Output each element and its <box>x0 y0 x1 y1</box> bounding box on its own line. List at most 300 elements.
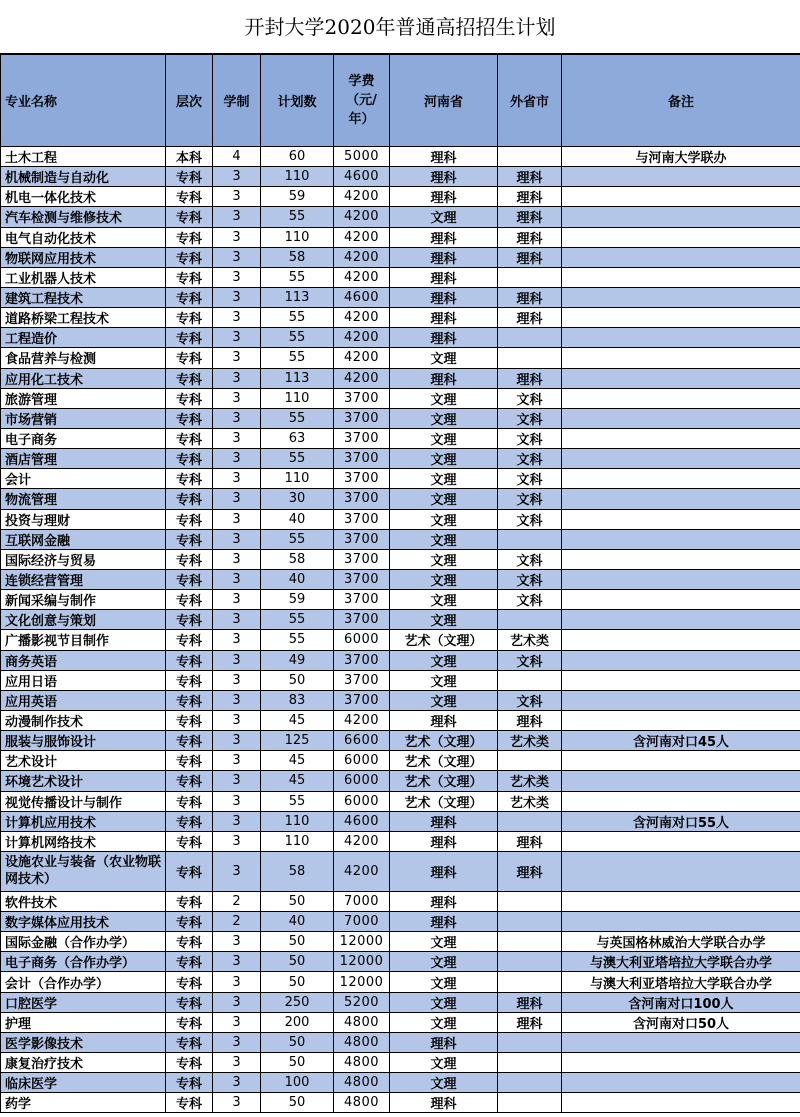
duration-cell: 2 <box>213 912 261 932</box>
table-row <box>1 912 800 932</box>
quota-cell: 50 <box>261 932 334 952</box>
major-name-cell: 康复治疗技术 <box>1 1053 166 1073</box>
other-province-cell: 文科 <box>498 449 562 469</box>
table-row <box>1 388 800 408</box>
tuition-cell: 4800 <box>334 1073 390 1093</box>
level-cell: 专科 <box>166 167 213 187</box>
major-name-cell: 服装与服饰设计 <box>1 731 166 751</box>
tuition-cell: 4600 <box>334 811 390 831</box>
table-row <box>1 771 800 791</box>
quota-cell: 55 <box>261 449 334 469</box>
other-province-cell: 理科 <box>498 207 562 227</box>
major-name-cell: 药学 <box>1 1093 166 1113</box>
quota-cell: 110 <box>261 388 334 408</box>
other-province-cell <box>498 1093 562 1113</box>
quota-cell: 113 <box>261 368 334 388</box>
duration-cell: 3 <box>213 952 261 972</box>
quota-cell: 55 <box>261 630 334 650</box>
other-province-cell <box>498 670 562 690</box>
enrollment-plan-table <box>0 54 800 1113</box>
henan-cell: 艺术（文理） <box>390 630 498 650</box>
major-name-cell: 酒店管理 <box>1 449 166 469</box>
level-cell: 专科 <box>166 992 213 1012</box>
other-province-cell <box>498 1053 562 1073</box>
major-name-cell: 市场营销 <box>1 408 166 428</box>
remark-cell <box>562 207 800 227</box>
other-province-cell: 理科 <box>498 368 562 388</box>
duration-cell: 3 <box>213 831 261 851</box>
other-province-cell: 理科 <box>498 187 562 207</box>
major-name-cell: 工程造价 <box>1 328 166 348</box>
quota-cell: 55 <box>261 207 334 227</box>
other-province-cell: 文科 <box>498 489 562 509</box>
major-name-cell: 物联网应用技术 <box>1 247 166 267</box>
tuition-cell: 4200 <box>334 308 390 328</box>
other-province-cell <box>498 348 562 368</box>
level-cell: 专科 <box>166 449 213 469</box>
table-row <box>1 368 800 388</box>
table-row <box>1 992 800 1012</box>
remark-cell <box>562 348 800 368</box>
major-name-cell: 旅游管理 <box>1 388 166 408</box>
other-province-cell: 文科 <box>498 590 562 610</box>
tuition-cell: 3700 <box>334 569 390 589</box>
quota-cell: 125 <box>261 731 334 751</box>
table-row <box>1 650 800 670</box>
other-province-cell: 文科 <box>498 408 562 428</box>
other-province-cell <box>498 972 562 992</box>
quota-cell: 110 <box>261 831 334 851</box>
major-name-cell: 土木工程 <box>1 147 166 167</box>
table-row <box>1 1012 800 1032</box>
remark-cell <box>562 489 800 509</box>
tuition-cell: 5200 <box>334 992 390 1012</box>
quota-cell: 63 <box>261 428 334 448</box>
major-name-cell: 会计 <box>1 469 166 489</box>
henan-cell: 理科 <box>390 368 498 388</box>
level-cell: 专科 <box>166 811 213 831</box>
quota-cell: 58 <box>261 851 334 891</box>
duration-cell: 3 <box>213 529 261 549</box>
table-row <box>1 227 800 247</box>
other-province-cell <box>498 891 562 911</box>
tuition-cell: 3700 <box>334 388 390 408</box>
tuition-cell: 4800 <box>334 1032 390 1052</box>
quota-cell: 45 <box>261 710 334 730</box>
level-cell: 专科 <box>166 972 213 992</box>
quota-cell: 55 <box>261 308 334 328</box>
henan-cell: 理科 <box>390 227 498 247</box>
henan-cell: 文理 <box>390 1053 498 1073</box>
other-province-cell: 理科 <box>498 287 562 307</box>
henan-cell: 文理 <box>390 469 498 489</box>
remark-cell: 与澳大利亚塔培拉大学联合办学 <box>562 952 800 972</box>
major-name-cell: 工业机器人技术 <box>1 267 166 287</box>
level-cell: 专科 <box>166 650 213 670</box>
level-cell: 专科 <box>166 610 213 630</box>
table-row <box>1 731 800 751</box>
other-province-cell: 理科 <box>498 308 562 328</box>
table-row <box>1 207 800 227</box>
level-cell: 专科 <box>166 831 213 851</box>
level-cell: 专科 <box>166 388 213 408</box>
quota-cell: 49 <box>261 650 334 670</box>
remark-cell <box>562 590 800 610</box>
other-province-cell: 艺术类 <box>498 791 562 811</box>
major-name-cell: 机械制造与自动化 <box>1 167 166 187</box>
other-province-cell: 理科 <box>498 831 562 851</box>
duration-cell: 3 <box>213 650 261 670</box>
level-cell: 专科 <box>166 509 213 529</box>
table-row <box>1 811 800 831</box>
henan-cell: 理科 <box>390 912 498 932</box>
major-name-cell: 连锁经营管理 <box>1 569 166 589</box>
page-title: 开封大学2020年普通高招招生计划 <box>0 0 800 54</box>
other-province-cell: 文科 <box>498 388 562 408</box>
level-cell: 专科 <box>166 287 213 307</box>
duration-cell: 3 <box>213 1093 261 1113</box>
table-row <box>1 348 800 368</box>
henan-cell: 文理 <box>390 590 498 610</box>
other-province-cell: 理科 <box>498 247 562 267</box>
tuition-cell: 7000 <box>334 912 390 932</box>
duration-cell: 3 <box>213 187 261 207</box>
duration-cell: 3 <box>213 388 261 408</box>
henan-cell: 理科 <box>390 267 498 287</box>
quota-cell: 40 <box>261 912 334 932</box>
level-cell: 专科 <box>166 1053 213 1073</box>
major-name-cell: 商务英语 <box>1 650 166 670</box>
henan-cell: 艺术（文理） <box>390 771 498 791</box>
table-row <box>1 469 800 489</box>
col-header-quota: 计划数 <box>261 55 334 147</box>
henan-cell: 文理 <box>390 690 498 710</box>
table-row <box>1 791 800 811</box>
other-province-cell: 文科 <box>498 469 562 489</box>
tuition-cell: 4200 <box>334 187 390 207</box>
quota-cell: 200 <box>261 1012 334 1032</box>
quota-cell: 50 <box>261 670 334 690</box>
table-row <box>1 630 800 650</box>
remark-cell <box>562 167 800 187</box>
level-cell: 专科 <box>166 408 213 428</box>
table-row <box>1 710 800 730</box>
other-province-cell: 理科 <box>498 992 562 1012</box>
level-cell: 专科 <box>166 690 213 710</box>
level-cell: 专科 <box>166 670 213 690</box>
table-row <box>1 549 800 569</box>
level-cell: 专科 <box>166 630 213 650</box>
level-cell: 专科 <box>166 469 213 489</box>
duration-cell: 3 <box>213 751 261 771</box>
henan-cell: 文理 <box>390 650 498 670</box>
duration-cell: 3 <box>213 932 261 952</box>
henan-cell: 文理 <box>390 932 498 952</box>
major-name-cell: 计算机网络技术 <box>1 831 166 851</box>
remark-cell: 含河南对口50人 <box>562 1012 800 1032</box>
level-cell: 专科 <box>166 187 213 207</box>
table-row <box>1 831 800 851</box>
tuition-cell: 4200 <box>334 328 390 348</box>
henan-cell: 文理 <box>390 670 498 690</box>
remark-cell <box>562 1073 800 1093</box>
other-province-cell <box>498 1032 562 1052</box>
henan-cell: 文理 <box>390 428 498 448</box>
henan-cell: 文理 <box>390 449 498 469</box>
other-province-cell <box>498 610 562 630</box>
major-name-cell: 应用日语 <box>1 670 166 690</box>
quota-cell: 55 <box>261 791 334 811</box>
level-cell: 专科 <box>166 751 213 771</box>
major-name-cell: 医学影像技术 <box>1 1032 166 1052</box>
other-province-cell <box>498 147 562 167</box>
level-cell: 专科 <box>166 1032 213 1052</box>
remark-cell <box>562 1053 800 1073</box>
table-row <box>1 147 800 167</box>
table-row <box>1 670 800 690</box>
other-province-cell <box>498 952 562 972</box>
tuition-cell: 3700 <box>334 428 390 448</box>
other-province-cell: 文科 <box>498 509 562 529</box>
henan-cell: 艺术（文理） <box>390 791 498 811</box>
major-name-cell: 道路桥梁工程技术 <box>1 308 166 328</box>
henan-cell: 文理 <box>390 569 498 589</box>
remark-cell <box>562 529 800 549</box>
henan-cell: 文理 <box>390 952 498 972</box>
major-name-cell: 食品营养与检测 <box>1 348 166 368</box>
henan-cell: 理科 <box>390 1093 498 1113</box>
level-cell: 专科 <box>166 247 213 267</box>
table-row <box>1 328 800 348</box>
quota-cell: 58 <box>261 549 334 569</box>
other-province-cell: 理科 <box>498 1012 562 1032</box>
quota-cell: 50 <box>261 952 334 972</box>
duration-cell: 3 <box>213 469 261 489</box>
henan-cell: 文理 <box>390 207 498 227</box>
henan-cell: 理科 <box>390 147 498 167</box>
henan-cell: 理科 <box>390 710 498 730</box>
quota-cell: 50 <box>261 1032 334 1052</box>
duration-cell: 3 <box>213 308 261 328</box>
remark-cell <box>562 912 800 932</box>
quota-cell: 60 <box>261 147 334 167</box>
remark-cell <box>562 851 800 891</box>
quota-cell: 55 <box>261 610 334 630</box>
tuition-cell: 3700 <box>334 449 390 469</box>
quota-cell: 59 <box>261 187 334 207</box>
duration-cell: 3 <box>213 851 261 891</box>
remark-cell: 与澳大利亚塔培拉大学联合办学 <box>562 972 800 992</box>
table-row <box>1 167 800 187</box>
major-name-cell: 应用化工技术 <box>1 368 166 388</box>
other-province-cell <box>498 811 562 831</box>
tuition-cell: 6000 <box>334 630 390 650</box>
level-cell: 专科 <box>166 489 213 509</box>
henan-cell: 文理 <box>390 388 498 408</box>
table-row <box>1 529 800 549</box>
table-row <box>1 751 800 771</box>
remark-cell <box>562 368 800 388</box>
henan-cell: 文理 <box>390 529 498 549</box>
table-row <box>1 610 800 630</box>
duration-cell: 2 <box>213 891 261 911</box>
remark-cell <box>562 791 800 811</box>
duration-cell: 3 <box>213 428 261 448</box>
remark-cell <box>562 247 800 267</box>
level-cell: 专科 <box>166 912 213 932</box>
duration-cell: 3 <box>213 972 261 992</box>
duration-cell: 3 <box>213 227 261 247</box>
table-body <box>1 147 800 1113</box>
duration-cell: 3 <box>213 1032 261 1052</box>
duration-cell: 3 <box>213 992 261 1012</box>
henan-cell: 文理 <box>390 408 498 428</box>
duration-cell: 3 <box>213 549 261 569</box>
major-name-cell: 互联网金融 <box>1 529 166 549</box>
major-name-cell: 广播影视节目制作 <box>1 630 166 650</box>
level-cell: 专科 <box>166 207 213 227</box>
other-province-cell: 文科 <box>498 549 562 569</box>
tuition-cell: 4600 <box>334 287 390 307</box>
remark-cell <box>562 308 800 328</box>
tuition-cell: 3700 <box>334 489 390 509</box>
quota-cell: 58 <box>261 247 334 267</box>
remark-cell: 含河南对口45人 <box>562 731 800 751</box>
remark-cell <box>562 549 800 569</box>
level-cell: 专科 <box>166 1012 213 1032</box>
remark-cell: 与河南大学联办 <box>562 147 800 167</box>
level-cell: 专科 <box>166 952 213 972</box>
remark-cell <box>562 328 800 348</box>
henan-cell: 理科 <box>390 287 498 307</box>
remark-cell: 含河南对口100人 <box>562 992 800 1012</box>
level-cell: 专科 <box>166 791 213 811</box>
remark-cell <box>562 610 800 630</box>
col-header-other-provinces: 外省市 <box>498 55 562 147</box>
tuition-cell: 3700 <box>334 509 390 529</box>
remark-cell <box>562 630 800 650</box>
duration-cell: 3 <box>213 771 261 791</box>
tuition-cell: 3700 <box>334 469 390 489</box>
major-name-cell: 软件技术 <box>1 891 166 911</box>
level-cell: 专科 <box>166 267 213 287</box>
duration-cell: 3 <box>213 167 261 187</box>
quota-cell: 83 <box>261 690 334 710</box>
table-row <box>1 932 800 952</box>
other-province-cell: 理科 <box>498 851 562 891</box>
other-province-cell: 文科 <box>498 569 562 589</box>
tuition-cell: 4200 <box>334 247 390 267</box>
tuition-cell: 12000 <box>334 932 390 952</box>
remark-cell <box>562 891 800 911</box>
table-row <box>1 449 800 469</box>
remark-cell <box>562 187 800 207</box>
tuition-cell: 7000 <box>334 891 390 911</box>
table-row <box>1 509 800 529</box>
tuition-cell: 4800 <box>334 1053 390 1073</box>
quota-cell: 50 <box>261 1053 334 1073</box>
other-province-cell <box>498 751 562 771</box>
remark-cell <box>562 287 800 307</box>
table-row <box>1 308 800 328</box>
major-name-cell: 环境艺术设计 <box>1 771 166 791</box>
table-row <box>1 952 800 972</box>
remark-cell <box>562 388 800 408</box>
level-cell: 专科 <box>166 731 213 751</box>
henan-cell: 文理 <box>390 549 498 569</box>
col-header-duration: 学制 <box>213 55 261 147</box>
other-province-cell: 艺术类 <box>498 630 562 650</box>
tuition-cell: 4800 <box>334 1012 390 1032</box>
duration-cell: 3 <box>213 630 261 650</box>
remark-cell <box>562 428 800 448</box>
level-cell: 专科 <box>166 368 213 388</box>
remark-cell: 与英国格林威治大学联合办学 <box>562 932 800 952</box>
col-header-major: 专业名称 <box>1 55 166 147</box>
remark-cell <box>562 771 800 791</box>
tuition-cell: 3700 <box>334 529 390 549</box>
major-name-cell: 数字媒体应用技术 <box>1 912 166 932</box>
col-header-level: 层次 <box>166 55 213 147</box>
tuition-cell: 3700 <box>334 670 390 690</box>
remark-cell <box>562 267 800 287</box>
quota-cell: 40 <box>261 509 334 529</box>
quota-cell: 45 <box>261 771 334 791</box>
other-province-cell <box>498 1073 562 1093</box>
remark-cell <box>562 449 800 469</box>
duration-cell: 3 <box>213 328 261 348</box>
tuition-cell: 5000 <box>334 147 390 167</box>
major-name-cell: 投资与理财 <box>1 509 166 529</box>
duration-cell: 3 <box>213 610 261 630</box>
other-province-cell <box>498 328 562 348</box>
quota-cell: 40 <box>261 569 334 589</box>
other-province-cell: 文科 <box>498 650 562 670</box>
henan-cell: 理科 <box>390 1032 498 1052</box>
major-name-cell: 临床医学 <box>1 1073 166 1093</box>
henan-cell: 理科 <box>390 187 498 207</box>
remark-cell <box>562 1032 800 1052</box>
tuition-cell: 4800 <box>334 1093 390 1113</box>
tuition-cell: 4200 <box>334 851 390 891</box>
quota-cell: 110 <box>261 469 334 489</box>
major-name-cell: 电子商务 <box>1 428 166 448</box>
major-name-cell: 护理 <box>1 1012 166 1032</box>
henan-cell: 艺术（文理） <box>390 731 498 751</box>
tuition-cell: 4200 <box>334 227 390 247</box>
quota-cell: 30 <box>261 489 334 509</box>
henan-cell: 文理 <box>390 992 498 1012</box>
major-name-cell: 口腔医学 <box>1 992 166 1012</box>
henan-cell: 文理 <box>390 348 498 368</box>
duration-cell: 3 <box>213 207 261 227</box>
level-cell: 专科 <box>166 710 213 730</box>
table-row <box>1 408 800 428</box>
remark-cell <box>562 670 800 690</box>
quota-cell: 250 <box>261 992 334 1012</box>
duration-cell: 3 <box>213 791 261 811</box>
table-row <box>1 1053 800 1073</box>
henan-cell: 理科 <box>390 811 498 831</box>
table-row <box>1 851 800 891</box>
table-row <box>1 187 800 207</box>
henan-cell: 理科 <box>390 891 498 911</box>
major-name-cell: 设施农业与装备（农业物联网技术） <box>1 851 166 891</box>
tuition-cell: 4200 <box>334 368 390 388</box>
tuition-cell: 3700 <box>334 549 390 569</box>
henan-cell: 文理 <box>390 972 498 992</box>
other-province-cell <box>498 912 562 932</box>
